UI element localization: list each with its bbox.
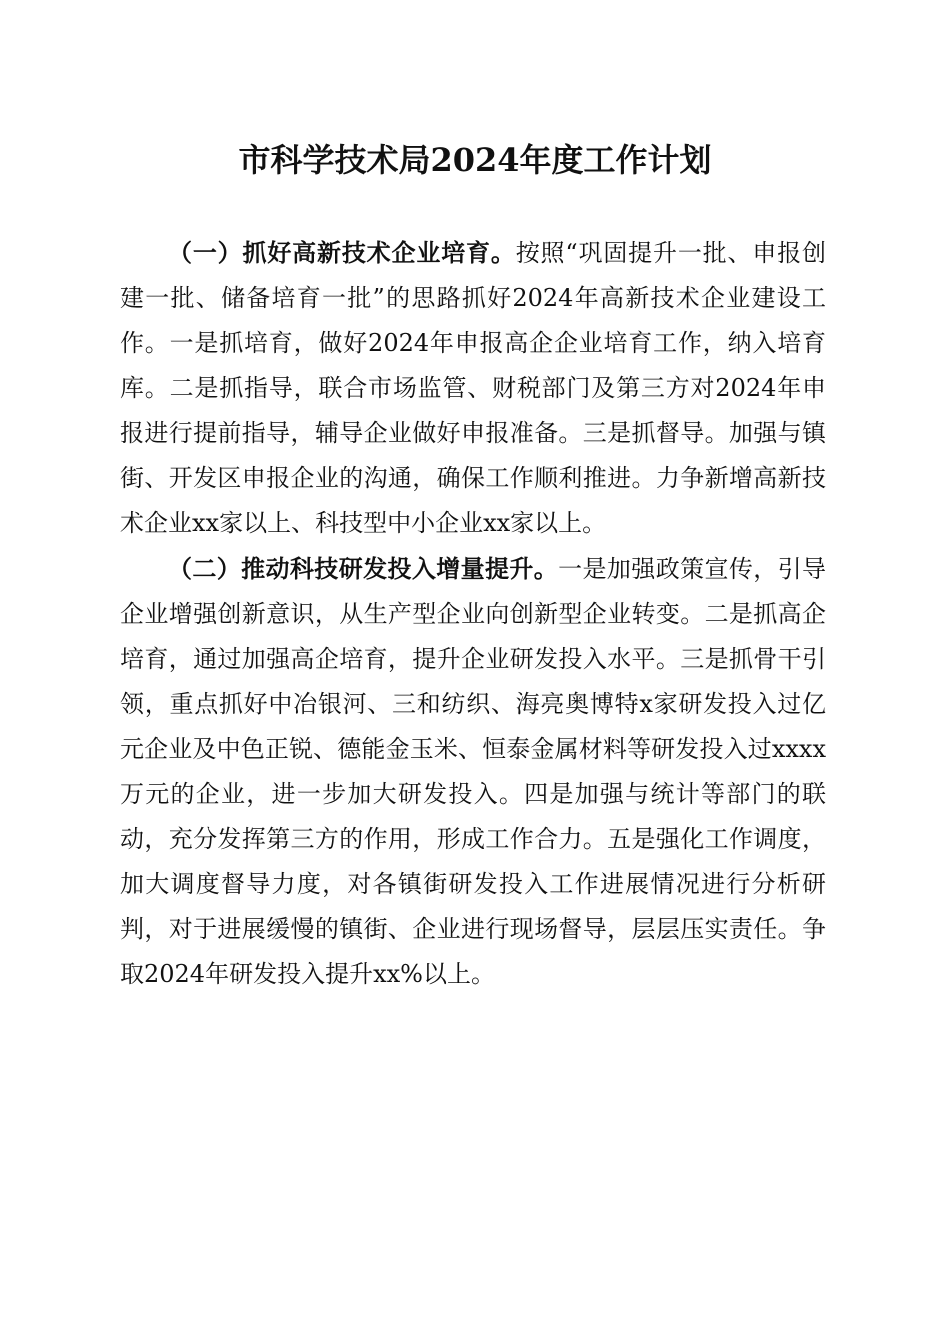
paragraph-2-heading: （二）推动科技研发投入增量提升。 (168, 554, 559, 583)
document-body (120, 230, 826, 997)
paragraph-2 (120, 546, 826, 997)
paragraph-1-heading: （一）抓好高新技术企业培育。 (168, 238, 516, 267)
paragraph-1-text: 按照“巩固提升一批、申报创建一批、储备培育一批”的思路抓好2024年高新技术企业建设工作。一是抓培育，做好2024年申报高企企业培育工作，纳入培育库。二是抓指导，联合市场监管、财税部门及第三方对2024年申报进行提前指导，辅导企业做好申报准备。三是抓督导。加强与镇街、开发区申报企业的沟通，确保工作顺利推进。力争新增高新技术企业xx家以上、科技型中小企业xx家以上。 (120, 239, 826, 537)
paragraph-2-text: 一是加强政策宣传，引导企业增强创新意识，从生产型企业向创新型企业转变。二是抓高企培育，通过加强高企培育，提升企业研发投入水平。三是抓骨干引领，重点抓好中冶银河、三和纺织、海亮奥博特x家研发投入过亿元企业及中色正锐、德能金玉米、恒泰金属材料等研发投入过xxxx万元的企业，进一步加大研发投入。四是加强与统计等部门的联动，充分发挥第三方的作用，形成工作合力。五是强化工作调度，加大调度督导力度，对各镇街研发投入工作进展情况进行分析研判，对于进展缓慢的镇街、企业进行现场督导，层层压实责任。争取2024年研发投入提升xx%以上。 (120, 555, 827, 988)
paragraph-1 (120, 230, 826, 546)
document-title: 市科学技术局2024年度工作计划 (238, 141, 712, 179)
